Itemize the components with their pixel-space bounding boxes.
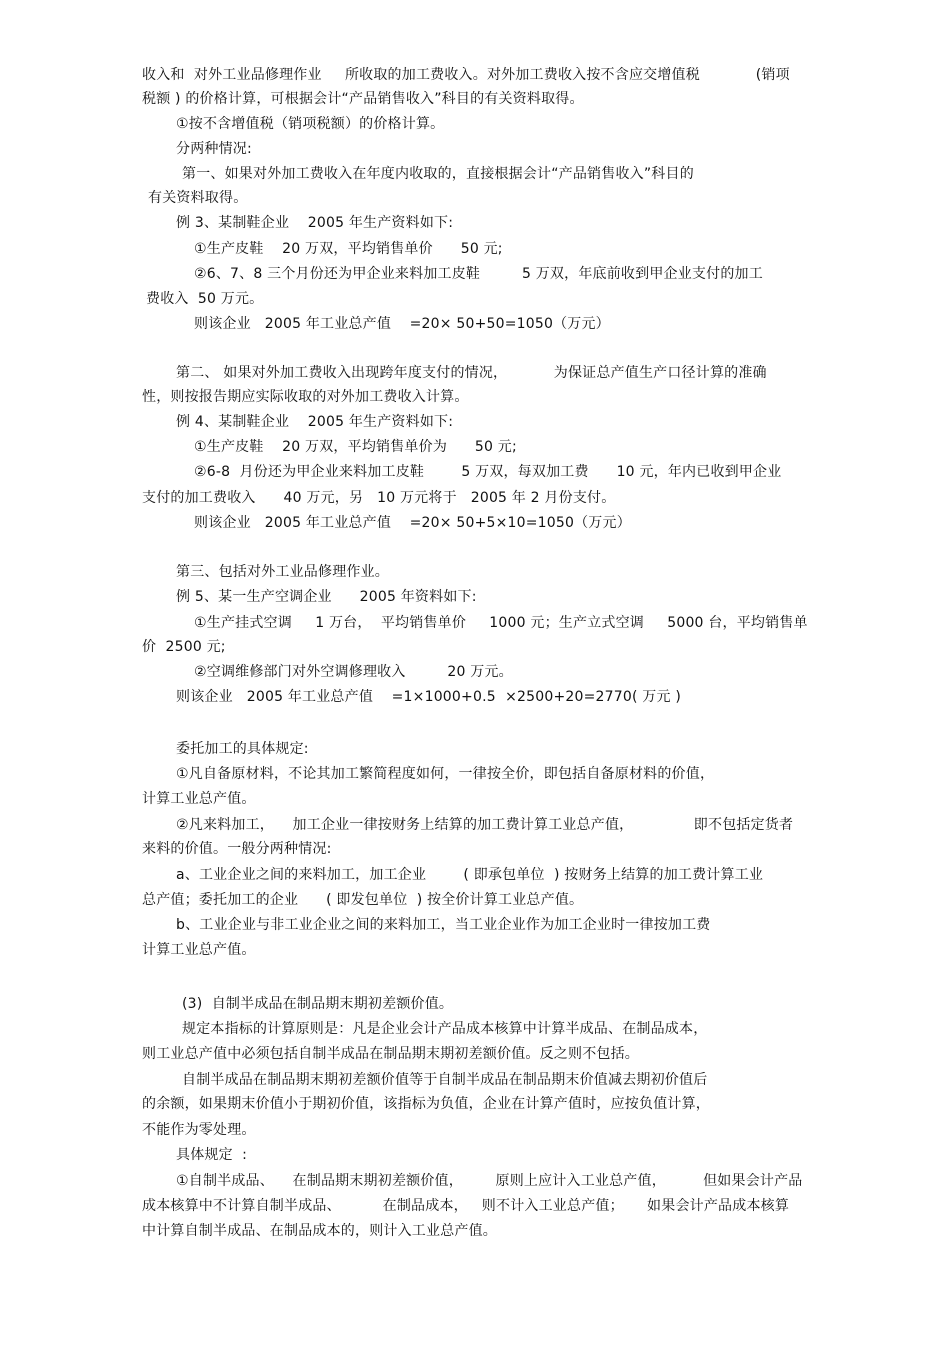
text-line: ②凡来料加工， 加工企业一律按财务上结算的加工费计算工业总产值， 即不包括定货者 [176,817,794,833]
text-line: (3) 自制半成品在制品期末期初差额价值。 [182,996,454,1012]
text-line: 有关资料取得。 [148,190,248,206]
text-line: ①按不含增值税（销项税额）的价格计算。 [176,116,445,132]
text-line: 费收入 50 万元。 [146,291,264,307]
text-line: 来料的价值。一般分两种情况: [142,841,332,857]
text-line: 分两种情况: [176,141,252,157]
text-line: 第三、包括对外工业品修理作业。 [176,564,389,580]
text-line: ②空调维修部门对外空调修理收入 20 万元。 [194,664,513,680]
text-line: 总产值；委托加工的企业 ( 即发包单位 ) 按全价计算工业总产值。 [142,892,584,908]
text-line: 性，则按报告期应实际收取的对外加工费收入计算。 [142,389,469,405]
text-line: 价 2500 元; [142,639,226,655]
text-line: ①凡自备原材料，不论其加工繁简程度如何，一律按全价，即包括自备原材料的价值， [176,766,715,782]
text-line: 收入和 对外工业品修理作业 所收取的加工费收入。对外加工费收入按不含应交增值税 (销项 [142,67,790,83]
text-line: 例 5、某一生产空调企业 2005 年资料如下: [176,589,477,605]
text-line: 则工业总产值中必须包括自制半成品在制品期末期初差额价值。反之则不包括。 [142,1046,639,1062]
text-line: 第二、 如果对外加工费收入出现跨年度支付的情况， 为保证总产值生产口径计算的准确 [176,365,767,381]
text-line: 第一、如果对外加工费收入在年度内收取的，直接根据会计“产品销售收入”科目的 [182,166,694,182]
text-line: 则该企业 2005 年工业总产值 =20× 50+5×10=1050（万元） [194,515,631,531]
text-line: a、工业企业之间的来料加工，加工企业 ( 即承包单位 ) 按财务上结算的加工费计算工业 [176,867,764,883]
text-line: 计算工业总产值。 [142,942,256,958]
text-line: ①生产皮鞋 20 万双，平均销售单价 50 元; [194,241,503,257]
text-line: 税额 ) 的价格计算，可根据会计“产品销售收入”科目的有关资料取得。 [142,91,584,107]
text-line: 例 3、某制鞋企业 2005 年生产资料如下: [176,215,454,231]
text-line: 则该企业 2005 年工业总产值 =1×1000+0.5 ×2500+20=2770( 万元 ) [176,689,682,705]
text-line: 自制半成品在制品期末期初差额价值等于自制半成品在制品期末价值减去期初价值后 [182,1072,708,1088]
text-line: 规定本指标的计算原则是：凡是企业会计产品成本核算中计算半成品、在制品成本， [182,1021,708,1037]
text-line: 具体规定 : [176,1147,248,1163]
text-line: 则该企业 2005 年工业总产值 =20× 50+50=1050（万元） [194,316,610,332]
text-line: ①自制半成品、 在制品期末期初差额价值， 原则上应计入工业总产值， 但如果会计产品 [176,1173,803,1189]
text-line: ②6、7、8 三个月份还为甲企业来料加工皮鞋 5 万双，年底前收到甲企业支付的加工 [194,266,763,282]
text-line: 计算工业总产值。 [142,791,256,807]
text-line: ①生产挂式空调 1 万台， 平均销售单价 1000 元；生产立式空调 5000 台，平均销售单 [194,615,808,631]
text-line: ②6-8 月份还为甲企业来料加工皮鞋 5 万双，每双加工费 10 元，年内已收到甲企业 [194,464,782,480]
text-line: 中计算自制半成品、在制品成本的，则计入工业总产值。 [142,1223,497,1239]
text-line: 不能作为零处理。 [142,1122,256,1138]
text-line: 的余额，如果期末价值小于期初价值，该指标为负值，企业在计算产值时，应按负值计算， [142,1096,710,1112]
text-line: 委托加工的具体规定: [176,741,309,757]
text-line: 例 4、某制鞋企业 2005 年生产资料如下: [176,414,454,430]
text-line: b、工业企业与非工业企业之间的来料加工，当工业企业作为加工企业时一律按加工费 [176,917,711,933]
text-line: 成本核算中不计算自制半成品、 在制品成本， 则不计入工业总产值； 如果会计产品成本核算 [142,1198,790,1214]
text-line: ①生产皮鞋 20 万双，平均销售单价为 50 元; [194,439,517,455]
text-line: 支付的加工费收入 40 万元，另 10 万元将于 2005 年 2 月份支付。 [142,490,616,506]
